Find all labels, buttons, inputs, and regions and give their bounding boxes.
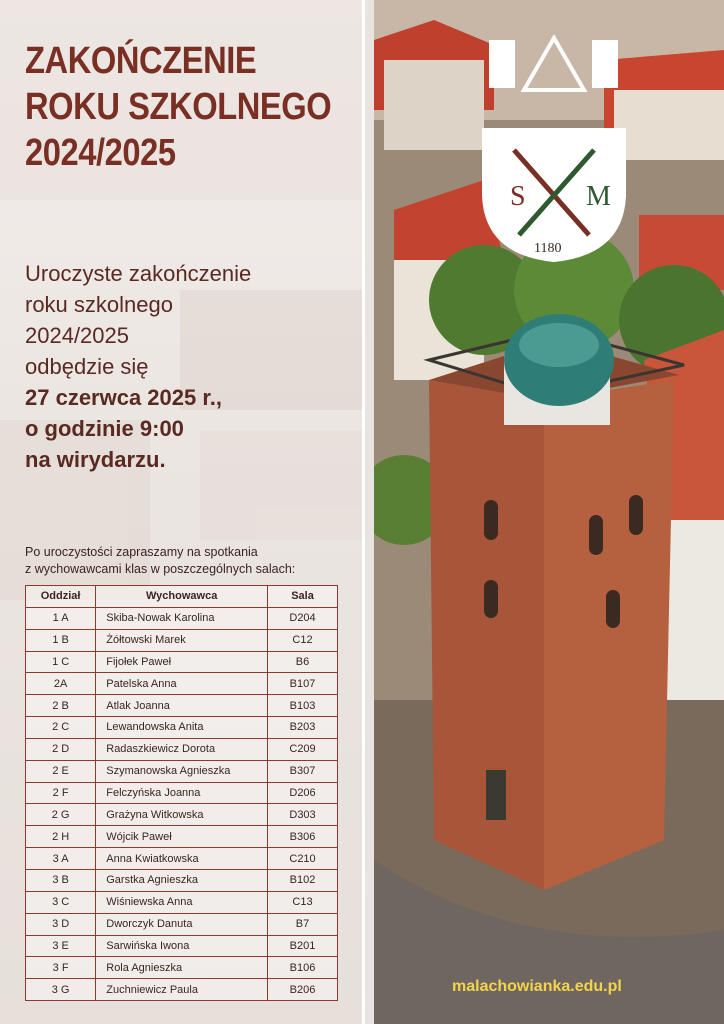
cell-room: B206 [268,979,338,1001]
announcement-text [25,258,251,475]
cell-teacher: Dworczyk Danuta [96,913,268,935]
announcement-line: Uroczyste zakończenie [25,261,252,286]
cell-teacher: Patelska Anna [96,673,268,695]
tower-photo-illustration [374,0,724,1024]
cell-room: C12 [268,629,338,651]
cell-teacher: Wójcik Paweł [96,826,268,848]
cell-class: 2 F [26,782,96,804]
announcement-line: roku szkolnego [25,292,173,317]
cell-room: D206 [268,782,338,804]
cell-room: B307 [268,760,338,782]
invite-note-line: Po uroczystości zapraszamy na spotkania [25,545,258,559]
cell-teacher: Grażyna Witkowska [96,804,268,826]
cell-teacher: Sarwińska Iwona [96,935,268,957]
cell-class: 2A [26,673,96,695]
table-row [26,979,338,1001]
cell-class: 2 G [26,804,96,826]
column-header-class: Oddział [26,586,96,608]
cell-class: 3 G [26,979,96,1001]
cell-class: 2 E [26,760,96,782]
table-row [26,782,338,804]
cell-teacher: Rola Agnieszka [96,957,268,979]
cell-room: B7 [268,913,338,935]
announcement-line: odbędzie się [25,354,149,379]
crest-year: 1180 [534,241,562,256]
announcement-time: o godzinie 9:00 [25,416,184,441]
table-body [26,607,338,1000]
table-row [26,935,338,957]
page-title [25,38,331,176]
table-row [26,957,338,979]
table-row [26,869,338,891]
cell-room: D303 [268,804,338,826]
announcement-place: na wirydarzu. [25,447,166,472]
divider-line [362,0,365,1024]
table-row [26,804,338,826]
column-header-room: Sala [268,586,338,608]
table-row [26,629,338,651]
table-row [26,738,338,760]
cell-room: B103 [268,695,338,717]
cell-class: 3 D [26,913,96,935]
cell-class: 3 B [26,869,96,891]
cell-room: B6 [268,651,338,673]
cell-class: 2 H [26,826,96,848]
crest-letter-m: M [586,181,611,212]
cell-room: B106 [268,957,338,979]
cell-class: 1 A [26,607,96,629]
announcement-line: 2024/2025 [25,323,129,348]
cell-room: B203 [268,717,338,739]
cell-teacher: Felczyńska Joanna [96,782,268,804]
cell-room: C209 [268,738,338,760]
table-row [26,760,338,782]
cell-room: C210 [268,848,338,870]
invite-note-line: z wychowawcami klas w poszczególnych salach: [25,562,296,576]
cell-teacher: Skiba-Nowak Karolina [96,607,268,629]
cell-class: 2 C [26,717,96,739]
tower-photo [374,0,724,1024]
class-teachers-table [25,585,338,1001]
cell-teacher: Fijołek Paweł [96,651,268,673]
cell-teacher: Żółtowski Marek [96,629,268,651]
cell-room: B107 [268,673,338,695]
cell-room: D204 [268,607,338,629]
table-row [26,717,338,739]
table-row [26,891,338,913]
cell-teacher: Wiśniewska Anna [96,891,268,913]
announcement-date: 27 czerwca 2025 r., [25,385,222,410]
cell-class: 3 E [26,935,96,957]
invite-note [25,544,295,578]
cell-teacher: Zuchniewicz Paula [96,979,268,1001]
table-row [26,913,338,935]
table-row [26,673,338,695]
crest-letter-s: S [510,181,526,212]
table-row [26,695,338,717]
cell-teacher: Lewandowska Anita [96,717,268,739]
cell-teacher: Garstka Agnieszka [96,869,268,891]
cell-room: B306 [268,826,338,848]
title-line-2: ROKU SZKOLNEGO [25,86,332,128]
cell-teacher: Atlak Joanna [96,695,268,717]
cell-class: 2 D [26,738,96,760]
website-url[interactable]: malachowianka.edu.pl [452,978,622,995]
cell-class: 3 A [26,848,96,870]
cell-class: 2 B [26,695,96,717]
cell-room: B201 [268,935,338,957]
cell-room: C13 [268,891,338,913]
cell-class: 3 F [26,957,96,979]
cell-class: 1 B [26,629,96,651]
cell-class: 3 C [26,891,96,913]
column-header-teacher: Wychowawca [96,586,268,608]
table-row [26,826,338,848]
cell-teacher: Radaszkiewicz Dorota [96,738,268,760]
cell-class: 1 C [26,651,96,673]
table-row [26,651,338,673]
table-row [26,848,338,870]
cell-room: B102 [268,869,338,891]
table-row [26,607,338,629]
table-header-row [26,586,338,608]
title-line-3: 2024/2025 [25,132,176,174]
title-line-1: ZAKOŃCZENIE [25,40,257,82]
cell-teacher: Szymanowska Agnieszka [96,760,268,782]
cell-teacher: Anna Kwiatkowska [96,848,268,870]
